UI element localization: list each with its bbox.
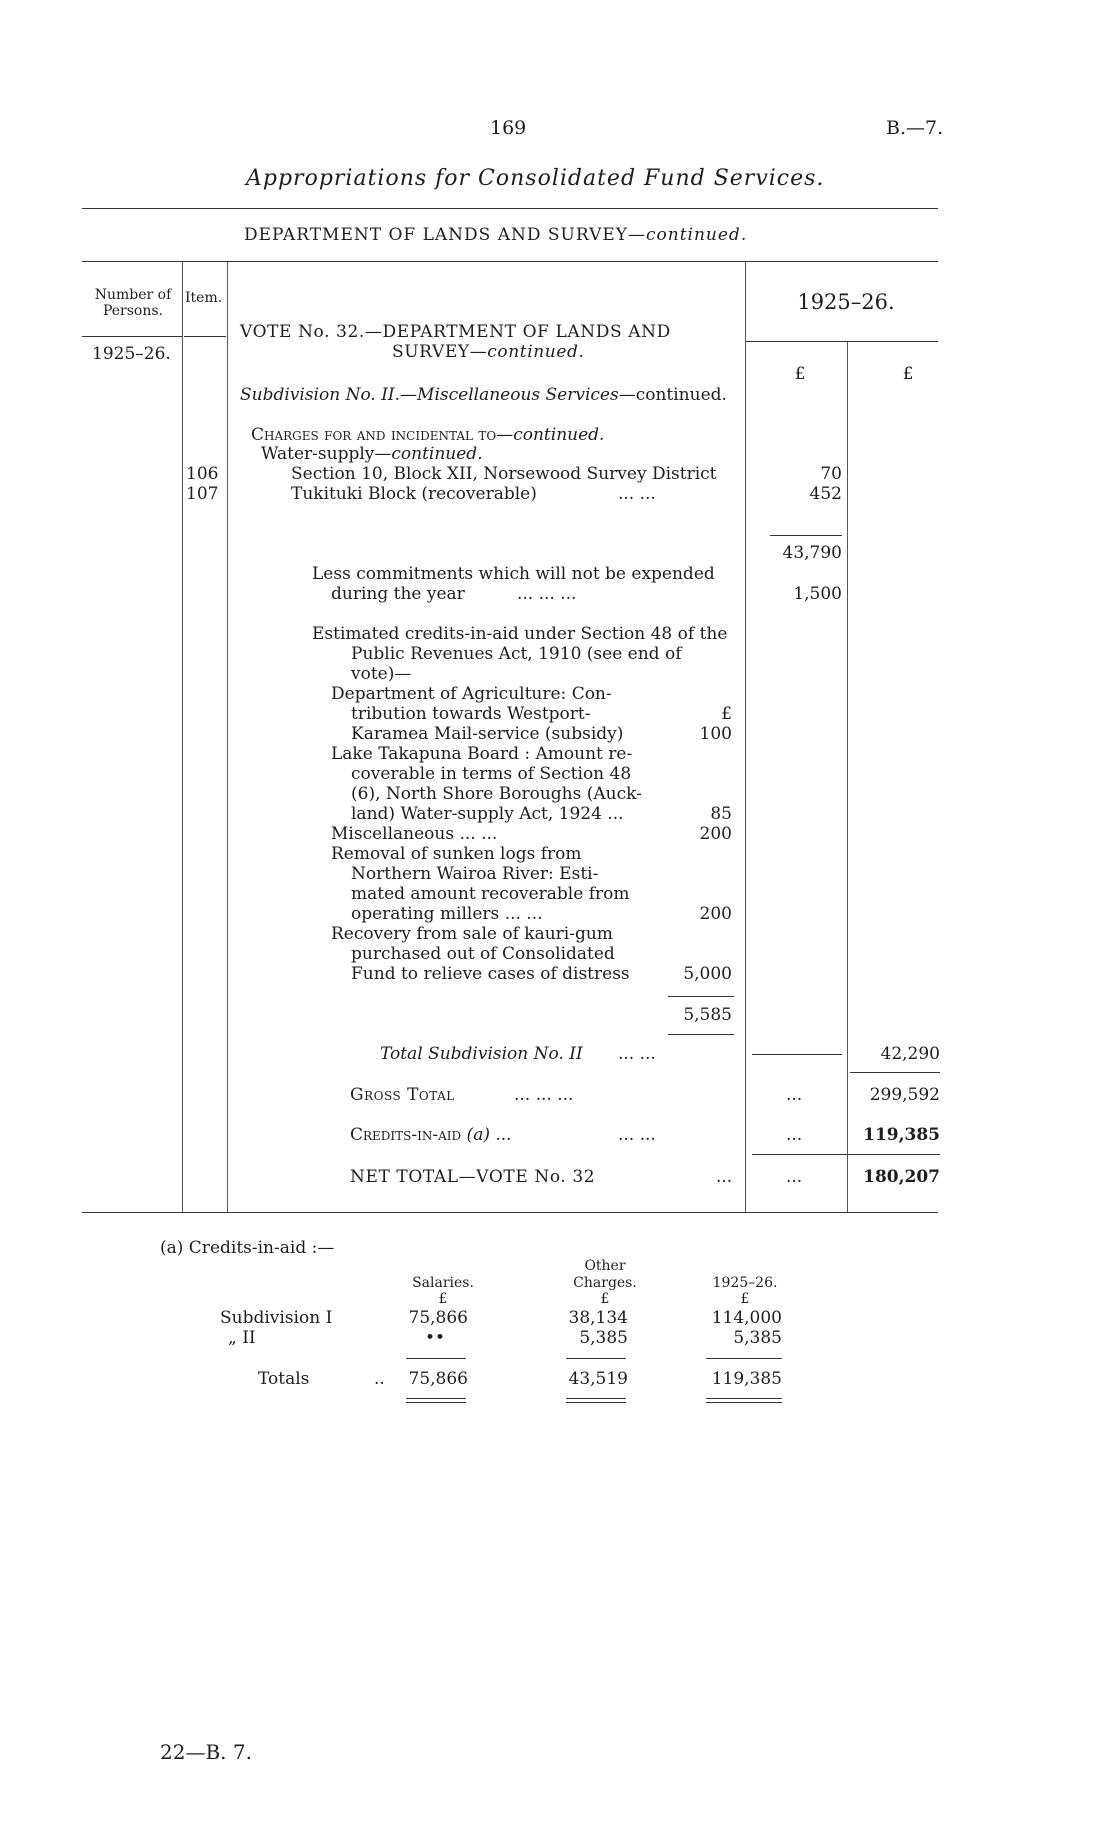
- gross-total-label: Gross Total: [350, 1085, 455, 1105]
- footnote-pound: £: [438, 1291, 448, 1307]
- credit-entry-amount: 200: [699, 824, 732, 844]
- credit-entry-amount: 85: [710, 804, 732, 824]
- col-rule-amount1: [847, 342, 848, 1212]
- footnote-total-year: 119,385: [711, 1369, 782, 1389]
- col-rule-persons: [182, 262, 183, 1212]
- leader-dots: ...: [716, 1167, 733, 1187]
- subtotal-amount: 43,790: [782, 543, 842, 563]
- footnote-col-year: 1925–26.: [712, 1275, 778, 1291]
- year-head-rule: [746, 341, 938, 342]
- credit-entry-line: Fund to relieve cases of distress: [351, 964, 630, 984]
- footnote-col-other-line2: Charges.: [573, 1275, 637, 1291]
- less-commitments-line2: during the year: [331, 584, 465, 604]
- net-total-label: NET TOTAL—VOTE No. 32: [350, 1167, 596, 1187]
- item-description: Section 10, Block XII, Norsewood Survey District: [291, 464, 717, 484]
- credit-entry-amount: 100: [699, 724, 732, 744]
- footnote-row-label: „ II: [228, 1328, 256, 1348]
- credit-entry-line: Northern Wairoa River: Esti-: [351, 864, 599, 884]
- subdivision-heading: Subdivision No. II.—Miscellaneous Services—continued.: [240, 385, 727, 405]
- pound-col1: £: [794, 364, 806, 384]
- water-supply-heading: Water-supply—continued.: [261, 444, 483, 464]
- footnote-other: 5,385: [579, 1328, 628, 1348]
- footnote-year: 5,385: [733, 1328, 782, 1348]
- report-code: B.—7.: [886, 117, 944, 139]
- net-col1-dots: ...: [786, 1167, 803, 1187]
- credit-entry-line: coverable in terms of Section 48: [351, 764, 632, 784]
- credit-entry-line: Karamea Mail-service (subsidy): [351, 724, 624, 744]
- footnote-rule: [406, 1358, 466, 1359]
- credit-entry-line: purchased out of Consolidated: [351, 944, 615, 964]
- item-description: Tukituki Block (recoverable): [291, 484, 537, 504]
- less-commitments-amount: 1,500: [793, 584, 842, 604]
- vote-title-line1: VOTE No. 32.—DEPARTMENT OF LANDS AND: [240, 322, 671, 342]
- gross-col1-dots: ...: [786, 1085, 803, 1105]
- page-number: 169: [490, 117, 527, 139]
- footnote-double-rule: [566, 1402, 626, 1403]
- number-of-persons-header: Number of Persons.: [94, 287, 172, 319]
- credit-entry-line: land) Water-supply Act, 1924 ...: [351, 804, 624, 824]
- leader-dots: ... ...: [618, 484, 656, 504]
- net-total-amount: 180,207: [863, 1167, 940, 1187]
- leader-dots: ... ... ...: [517, 584, 577, 604]
- footnote-pound: £: [740, 1291, 750, 1307]
- footnote-double-rule: [406, 1398, 466, 1399]
- leader-dots: ... ...: [618, 1044, 656, 1064]
- page-title: Appropriations for Consolidated Fund Services.: [246, 166, 825, 191]
- item-number: 106: [186, 464, 219, 484]
- table-bottom-rule: [82, 1212, 938, 1213]
- credits-in-aid-amount: 119,385: [863, 1125, 940, 1145]
- total-subdivision-amount: 42,290: [880, 1044, 940, 1064]
- table-top-rule: [82, 261, 938, 262]
- credit-entry-line: operating millers ... ...: [351, 904, 543, 924]
- pound-col2: £: [902, 364, 914, 384]
- subtotal-rule: [770, 535, 842, 536]
- credit-entry-amount: 5,000: [683, 964, 732, 984]
- credit-entry-line: Department of Agriculture: Con-: [331, 684, 612, 704]
- footnote-total-other: 43,519: [568, 1369, 628, 1389]
- vote-title-line2: SURVEY—continued.: [392, 342, 585, 362]
- leader-dots: ..: [374, 1369, 385, 1389]
- footnote-rule: [706, 1358, 782, 1359]
- footnote-double-rule: [706, 1402, 782, 1403]
- footnote-pound: £: [600, 1291, 610, 1307]
- credit-entry-line: tribution towards Westport-: [351, 704, 591, 724]
- gross-top-rule: [850, 1072, 940, 1073]
- charges-heading: Charges for and incidental to—continued.: [251, 425, 605, 445]
- col-rule-item: [227, 262, 228, 1212]
- item-number: 107: [186, 484, 219, 504]
- footnote-col-salaries: Salaries.: [412, 1275, 474, 1291]
- department-heading: DEPARTMENT OF LANDS AND SURVEY—continued.: [244, 225, 748, 245]
- credits-total-rule: [668, 996, 734, 997]
- gross-total-amount: 299,592: [869, 1085, 940, 1105]
- page-footer: 22—B. 7.: [160, 1740, 252, 1764]
- credits-col1-dots: ...: [786, 1125, 803, 1145]
- footnote-salaries: 75,866: [408, 1308, 468, 1328]
- col-rule-desc: [745, 262, 746, 1212]
- footnote-totals-label: Totals: [258, 1369, 310, 1389]
- credit-entry-line: Miscellaneous ... ...: [331, 824, 498, 844]
- footnote-col-other-line1: Other: [584, 1258, 626, 1274]
- credit-entry-line: Recovery from sale of kauri-gum: [331, 924, 613, 944]
- footnote-other: 38,134: [568, 1308, 628, 1328]
- title-rule: [82, 208, 938, 209]
- total-subdivision-rule: [752, 1054, 842, 1055]
- total-subdivision-label: Total Subdivision No. II: [380, 1044, 583, 1064]
- footnote-rule: [566, 1358, 626, 1359]
- leader-dots: ... ... ...: [514, 1085, 574, 1105]
- net-top-rule: [752, 1154, 940, 1155]
- credit-entry-amount: 200: [699, 904, 732, 924]
- credit-entry-line: Removal of sunken logs from: [331, 844, 582, 864]
- footnote-double-rule: [706, 1398, 782, 1399]
- footnote-double-rule: [566, 1398, 626, 1399]
- credits-intro-line2: Public Revenues Act, 1910 (see end of: [351, 644, 682, 664]
- leader-dots: ... ...: [618, 1125, 656, 1145]
- credits-in-aid-label: Credits-in-aid (a) ...: [350, 1125, 512, 1145]
- footnote-title: (a) Credits-in-aid :—: [160, 1238, 335, 1258]
- credit-entry-line: mated amount recoverable from: [351, 884, 630, 904]
- year-header: 1925–26.: [797, 290, 895, 314]
- credits-total-underline: [668, 1034, 734, 1035]
- footnote-double-rule: [406, 1402, 466, 1403]
- item-amount: 452: [809, 484, 842, 504]
- credits-intro-line3: vote)—: [351, 664, 412, 684]
- footnote-row-label: Subdivision I: [220, 1308, 333, 1328]
- persons-head-rule: [82, 336, 182, 337]
- credits-pound: £: [721, 704, 732, 724]
- item-head-rule: [184, 336, 226, 337]
- less-commitments-line1: Less commitments which will not be expended: [312, 564, 715, 584]
- persons-year: 1925–26.: [92, 344, 171, 364]
- credits-total: 5,585: [683, 1005, 732, 1025]
- item-amount: 70: [820, 464, 842, 484]
- item-header: Item.: [185, 290, 223, 306]
- credit-entry-line: Lake Takapuna Board : Amount re-: [331, 744, 633, 764]
- footnote-year: 114,000: [711, 1308, 782, 1328]
- footnote-total-salaries: 75,866: [408, 1369, 468, 1389]
- credits-intro-line1: Estimated credits-in-aid under Section 48 of the: [312, 624, 728, 644]
- credit-entry-line: (6), North Shore Boroughs (Auck-: [351, 784, 642, 804]
- footnote-salaries: ••: [424, 1328, 446, 1348]
